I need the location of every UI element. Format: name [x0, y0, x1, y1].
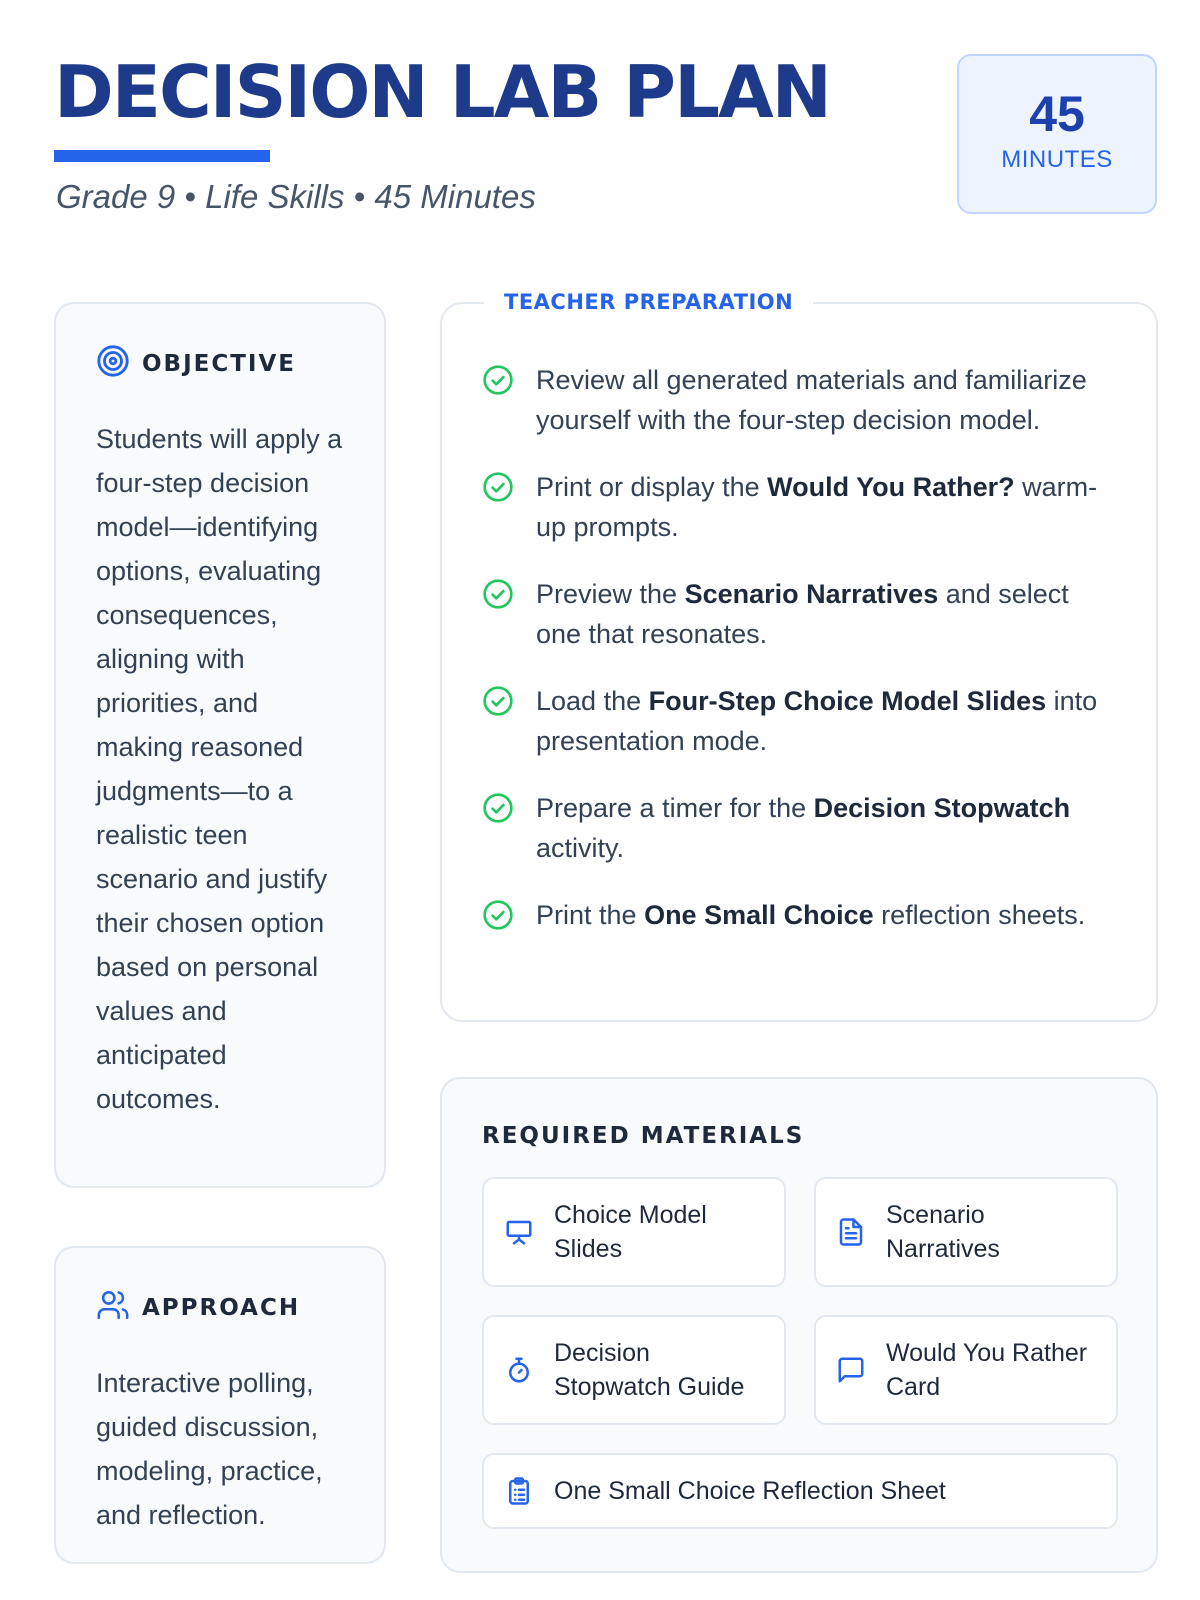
check-circle-icon	[482, 895, 514, 936]
stopwatch-icon	[504, 1355, 534, 1385]
approach-heading: APPROACH	[142, 1294, 301, 1321]
check-circle-icon	[482, 681, 514, 722]
material-label: Would You Rather Card	[886, 1339, 1088, 1401]
clipboard-icon	[504, 1476, 534, 1506]
preparation-item-text: Load the Four-Step Choice Model Slides into presentation mode.	[536, 686, 1098, 756]
material-label: One Small Choice Reflection Sheet	[554, 1477, 946, 1505]
preparation-item	[482, 895, 1116, 936]
objective-text: Students will apply a four-step decision model—identifying options, evaluating consequences, aligning with priorities, and making reasoned judgments—to a realistic teen scenario and justify their chosen option based on personal values and anticipated outcomes.	[96, 424, 343, 1114]
preparation-item-text: Prepare a timer for the Decision Stopwatch activity.	[536, 793, 1071, 863]
page-title: DECISION LAB PLAN	[54, 50, 830, 134]
material-label: Decision Stopwatch Guide	[554, 1339, 745, 1401]
duration-value: 45	[1029, 86, 1085, 142]
duration-badge	[957, 54, 1157, 214]
preparation-item	[482, 360, 1116, 440]
preparation-item	[482, 788, 1116, 868]
materials-grid	[482, 1177, 1116, 1529]
objective-heading: OBJECTIVE	[142, 350, 296, 377]
preparation-item-text: Preview the Scenario Narratives and select one that resonates.	[536, 579, 1069, 649]
teacher-preparation-heading: TEACHER PREPARATION	[484, 284, 813, 320]
highlighted-resource: Scenario Narratives	[684, 579, 939, 609]
approach-header	[96, 1288, 346, 1327]
material-label: Scenario Narratives	[886, 1201, 1000, 1263]
check-circle-icon	[482, 788, 514, 829]
highlighted-resource: One Small Choice	[644, 900, 874, 930]
approach-card	[54, 1246, 386, 1564]
chat-icon	[836, 1355, 866, 1385]
presentation-icon	[504, 1217, 534, 1247]
material-item	[814, 1315, 1118, 1425]
preparation-item	[482, 574, 1116, 654]
preparation-item	[482, 681, 1116, 761]
check-circle-icon	[482, 360, 514, 401]
preparation-item	[482, 467, 1116, 547]
preparation-item-text: Print the One Small Choice reflection sheets.	[536, 900, 1086, 930]
teacher-preparation-card	[440, 290, 1158, 1022]
page-subtitle: Grade 9 • Life Skills • 45 Minutes	[56, 178, 536, 215]
title-underline	[54, 150, 270, 162]
highlighted-resource: Four-Step Choice Model Slides	[648, 686, 1047, 716]
preparation-item-text: Review all generated materials and familiarize yourself with the four-step decision model.	[536, 365, 1087, 435]
required-materials-heading: REQUIRED MATERIALS	[482, 1123, 805, 1149]
material-item	[482, 1453, 1118, 1529]
target-icon	[96, 344, 130, 383]
highlighted-resource: Decision Stopwatch	[813, 793, 1071, 823]
duration-unit: MINUTES	[1001, 146, 1113, 173]
approach-text: Interactive polling, guided discussion, modeling, practice, and reflection.	[96, 1368, 323, 1530]
material-item	[482, 1177, 786, 1287]
preparation-list	[482, 360, 1116, 936]
material-item	[814, 1177, 1118, 1287]
check-circle-icon	[482, 467, 514, 508]
required-materials-card	[440, 1077, 1158, 1573]
check-circle-icon	[482, 574, 514, 615]
highlighted-resource: Would You Rather?	[767, 472, 1015, 502]
material-label: Choice Model Slides	[554, 1201, 707, 1263]
preparation-item-text: Print or display the Would You Rather? warm-up prompts.	[536, 472, 1098, 542]
objective-card	[54, 302, 386, 1188]
material-item	[482, 1315, 786, 1425]
users-icon	[96, 1288, 130, 1327]
document-icon	[836, 1217, 866, 1247]
objective-header	[96, 344, 346, 383]
